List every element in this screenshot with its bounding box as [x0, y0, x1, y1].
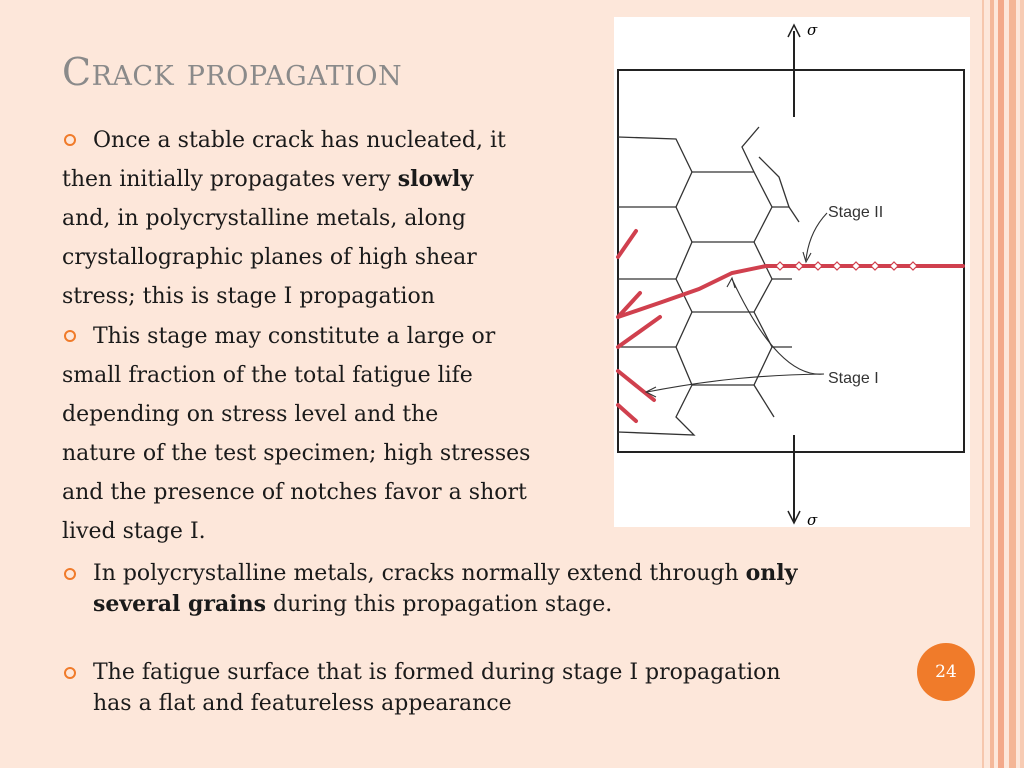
crack-propagation-figure: [614, 17, 970, 527]
bullet-marker-icon: [64, 568, 76, 580]
stage2-label: Stage II: [828, 204, 884, 221]
bullet-4: The fatigue surface that is formed during stage I propagation has a flat and featureless appearance: [93, 660, 781, 716]
slide-title: Crack propagation: [62, 50, 403, 94]
bullet-1: Once a stable crack has nucleated, it then initially propagates very slowly and, in polycrystalline metals, along crystallographic planes of high shear stress; this is stage I propagation: [62, 128, 506, 309]
stage1-label: Stage I: [828, 370, 879, 387]
label-pointers: [647, 213, 827, 392]
specimen-outline: [618, 70, 964, 452]
fatigue-crack: [618, 231, 963, 421]
grain-boundaries: [618, 127, 799, 435]
bullet-marker-icon: [64, 667, 76, 679]
sigma-bottom-label: σ: [807, 511, 818, 527]
bullet-2: This stage may constitute a large or small fraction of the total fatigue life depending on stress level and the nature of the test specimen; high stresses and the presence of notches favor a short lived stage I.: [62, 324, 531, 544]
decorative-edge-stripes: [980, 0, 1024, 768]
page-number-badge: 24: [917, 643, 975, 701]
sigma-top-label: σ: [807, 21, 818, 39]
bullet-3: In polycrystalline metals, cracks normally extend through only several grains during this propagation stage.: [93, 560, 798, 617]
